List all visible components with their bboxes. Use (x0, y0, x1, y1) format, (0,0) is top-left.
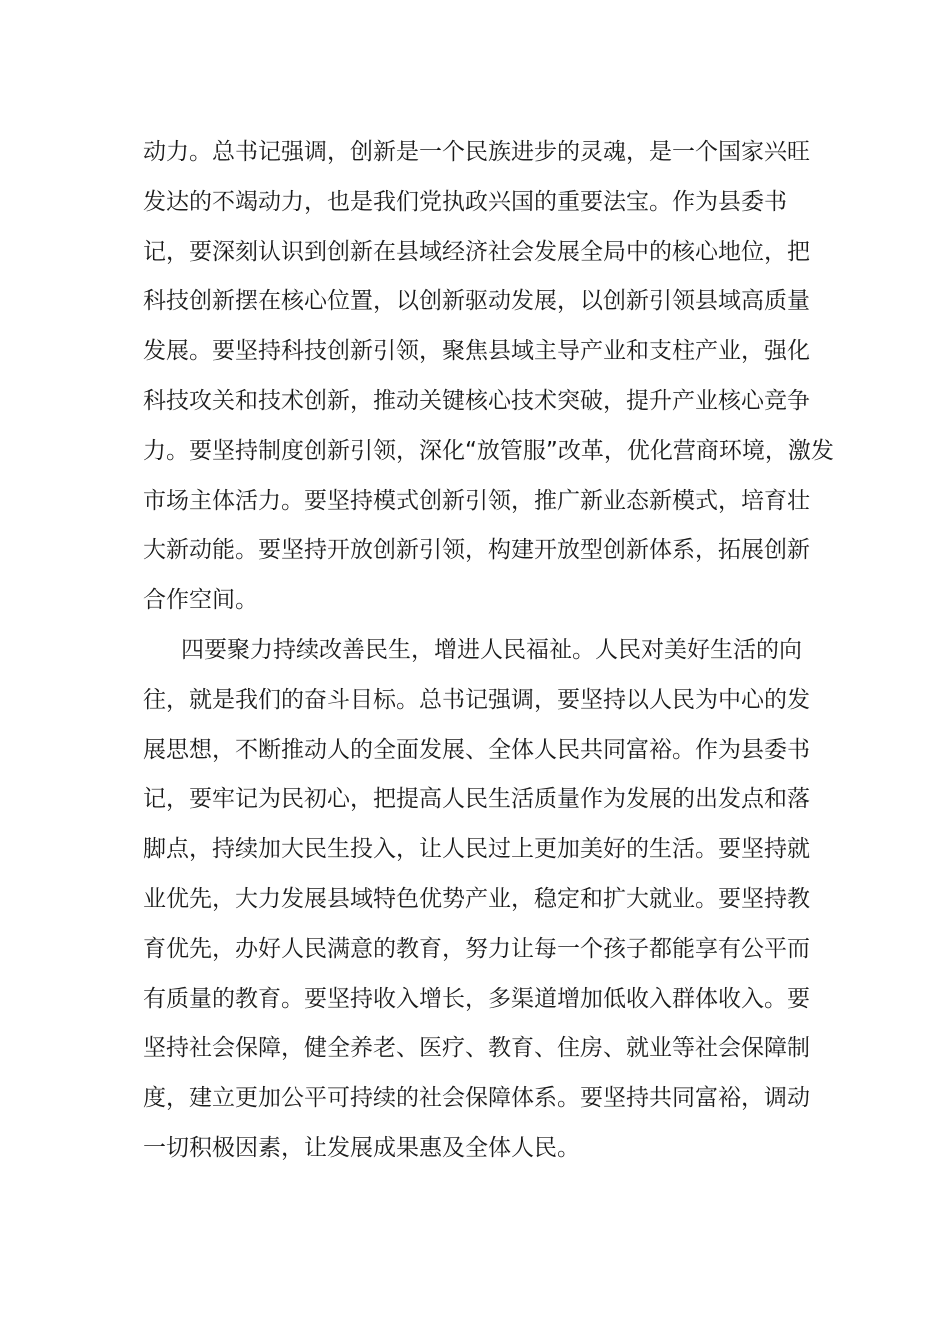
text-line: 育优先，办好人民满意的教育，努力让每一个孩子都能享有公平而 (143, 935, 810, 962)
text-line: 记，要深刻认识到创新在县域经济社会发展全局中的核心地位，把 (143, 238, 810, 265)
text-line: 一切积极因素，让发展成果惠及全体人民。 (143, 1134, 580, 1161)
text-line: 往，就是我们的奋斗目标。总书记强调，要坚持以人民为中心的发 (143, 686, 810, 713)
text-line: 发达的不竭动力，也是我们党执政兴国的重要法宝。作为县委书 (143, 188, 787, 215)
text-line: 坚持社会保障，健全养老、医疗、教育、住房、就业等社会保障制 (143, 1035, 810, 1062)
paragraph-innovation (143, 128, 834, 626)
paragraph-livelihood (143, 626, 823, 1174)
text-line: 发展。要坚持科技创新引领，聚焦县域主导产业和支柱产业，强化 (143, 338, 810, 365)
text-line: 度，建立更加公平可持续的社会保障体系。要坚持共同富裕，调动 (143, 1085, 810, 1112)
text-line: 力。要坚持制度创新引领，深化“放管服”改革，优化营商环境，激发 (143, 437, 834, 464)
text-line: 市场主体活力。要坚持模式创新引领，推广新业态新模式，培育壮 (143, 487, 810, 514)
text-line-first: 四要聚力持续改善民生，增进人民福祉。人民对美好生活的向 (181, 636, 802, 663)
text-line: 记，要牢记为民初心，把提高人民生活质量作为发展的出发点和落 (143, 786, 810, 813)
text-line: 业优先，大力发展县域特色优势产业，稳定和扩大就业。要坚持教 (143, 885, 810, 912)
document-body (143, 128, 834, 1174)
text-line: 展思想，不断推动人的全面发展、全体人民共同富裕。作为县委书 (143, 736, 810, 763)
text-line: 脚点，持续加大民生投入，让人民过上更加美好的生活。要坚持就 (143, 836, 810, 863)
text-line: 科技攻关和技术创新，推动关键核心技术突破，提升产业核心竞争 (143, 387, 810, 414)
text-line: 大新动能。要坚持开放创新引领，构建开放型创新体系，拓展创新 (143, 537, 810, 564)
text-line: 科技创新摆在核心位置，以创新驱动发展，以创新引领县域高质量 (143, 288, 810, 315)
text-line: 有质量的教育。要坚持收入增长，多渠道增加低收入群体收入。要 (143, 985, 810, 1012)
text-line: 动力。总书记强调，创新是一个民族进步的灵魂，是一个国家兴旺 (143, 139, 810, 165)
text-line: 合作空间。 (143, 587, 258, 614)
